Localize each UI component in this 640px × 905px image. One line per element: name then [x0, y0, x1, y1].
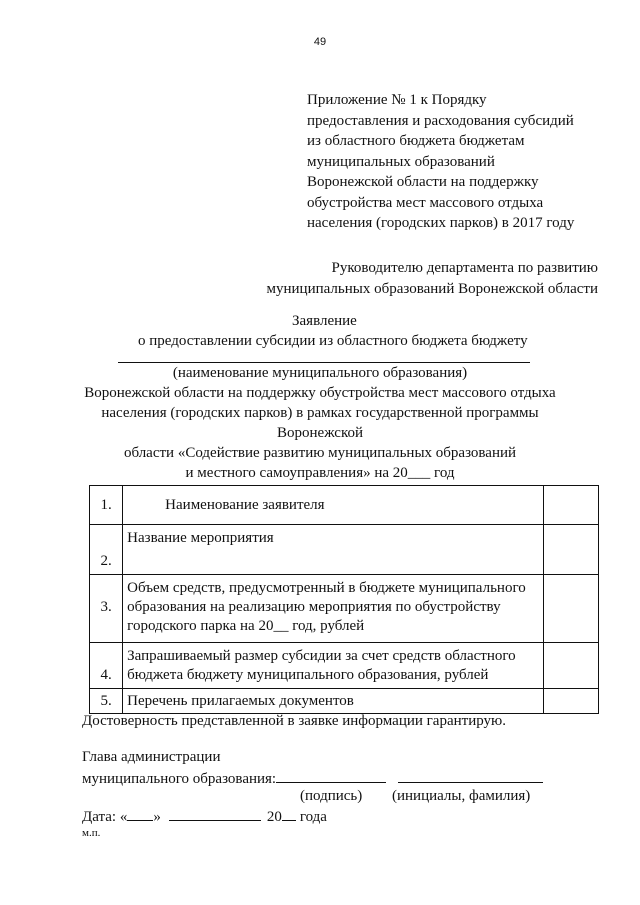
annex-heading — [307, 90, 574, 234]
annex-line: предоставления и расходования субсидий — [307, 112, 574, 129]
purpose-line: области «Содействие развитию муниципальных образований — [123, 445, 517, 461]
table-row — [90, 525, 599, 575]
addressee — [180, 258, 598, 299]
initials-line — [398, 768, 543, 783]
purpose-line: и местного самоуправления» на 20___ год — [185, 465, 455, 481]
annex-line: муниципальных образований — [307, 153, 495, 170]
month-blank — [169, 806, 261, 821]
head-title-line2 — [82, 768, 543, 788]
row-label: Наименование заявителя — [123, 486, 544, 525]
purpose-block — [0, 383, 640, 483]
date-year: 20 — [266, 809, 282, 825]
row-number: 5. — [90, 689, 123, 714]
date-label: Дата: « — [82, 809, 128, 825]
row-number: 4. — [90, 643, 123, 689]
application-table — [89, 485, 599, 714]
guarantee-statement: Достоверность представленной в заявке информации гарантирую. — [82, 713, 506, 729]
municipality-caption: (наименование муниципального образования) — [172, 365, 468, 381]
stamp-mark: м.п. — [82, 827, 101, 839]
addressee-line: Руководителю департамента по развитию — [331, 260, 598, 276]
annex-line: Приложение № 1 к Порядку — [307, 92, 487, 108]
row-value-cell — [544, 575, 599, 643]
row-label: Объем средств, предусмотренный в бюджете муниципального образования на реализацию мероприятия по обустройству городского парка на 20__ год, рублей — [123, 575, 544, 643]
purpose-line: Воронежской области на поддержку обустройства мест массового отдыха — [84, 385, 556, 401]
row-number: 2. — [90, 525, 123, 575]
row-value-cell — [544, 689, 599, 714]
head-title: Глава администрации — [82, 749, 221, 765]
signature-caption: (подпись) — [300, 788, 363, 804]
head-role-label: муниципального образования: — [82, 771, 277, 787]
initials-caption: (инициалы, фамилия) — [392, 788, 531, 804]
table-row — [90, 643, 599, 689]
row-label: Название мероприятия — [123, 525, 544, 575]
addressee-line: муниципальных образований Воронежской области — [266, 280, 598, 297]
date-suffix: года — [299, 809, 327, 825]
table-row — [90, 575, 599, 643]
row-value-cell — [544, 486, 599, 525]
page-number: 49 — [313, 36, 327, 48]
date-line — [82, 806, 327, 826]
annex-line: из областного бюджета бюджетам — [307, 133, 525, 149]
purpose-line: Воронежской — [277, 425, 363, 441]
row-value-cell — [544, 643, 599, 689]
date-quote-close: » — [153, 809, 161, 825]
day-blank — [127, 806, 153, 821]
document-title: Заявление — [292, 313, 357, 329]
row-number: 1. — [90, 486, 123, 525]
row-value-cell — [544, 525, 599, 575]
row-label: Перечень прилагаемых документов — [123, 689, 544, 714]
row-label: Запрашиваемый размер субсидии за счет средств областного бюджета бюджету муниципального образования, рублей — [123, 643, 544, 689]
purpose-line: населения (городских парков) в рамках государственной программы — [101, 405, 539, 421]
table-row — [90, 486, 599, 525]
annex-line: населения (городских парков) в 2017 году — [307, 215, 575, 231]
signature-line — [276, 768, 386, 783]
document-subtitle: о предоставлении субсидии из областного бюджета бюджету — [138, 333, 528, 349]
table-row — [90, 689, 599, 714]
year-blank — [282, 806, 296, 821]
row-number: 3. — [90, 575, 123, 643]
annex-line: обустройства мест массового отдыха — [307, 194, 544, 211]
annex-line: Воронежской области на поддержку — [307, 174, 539, 190]
